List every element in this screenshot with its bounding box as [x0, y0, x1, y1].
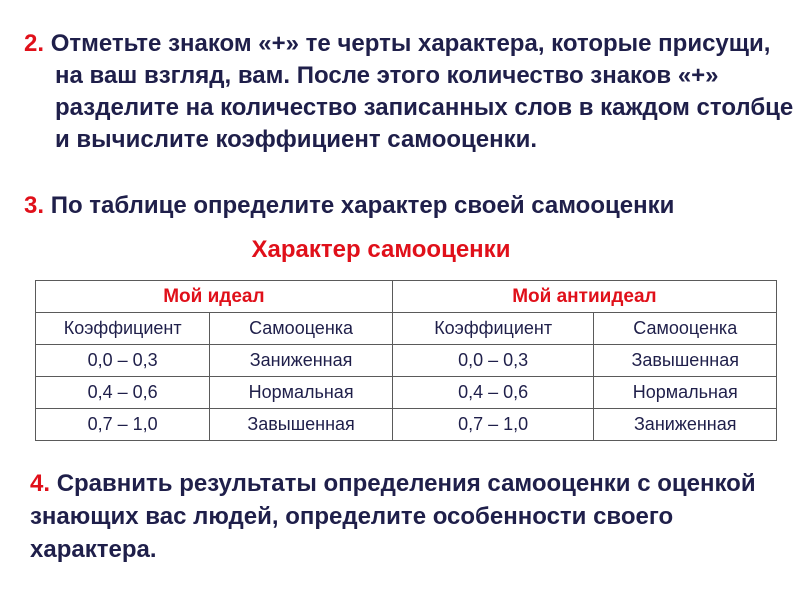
instruction-text: Сравнить результаты определения самооценки с оценкой знающих вас людей, определите особенности своего характера.: [30, 470, 756, 563]
table-title-text: Характер самооценки: [251, 236, 511, 263]
table-column-header-row: [36, 313, 777, 345]
table-cell: 0,4 – 0,6: [392, 377, 594, 409]
column-header: Коэффициент: [36, 313, 210, 345]
table-row: [36, 377, 777, 409]
instruction-step-2: [24, 28, 794, 156]
instruction-step-2-text-block: [24, 28, 794, 156]
column-header: Коэффициент: [392, 313, 594, 345]
instruction-text: Отметьте знаком «+» те черты характера, которые присущи, на ваш взгляд, вам. После этого количество знаков «+» разделите на количество записанных слов в каждом столбце и вычислите коэффициент самооценки.: [50, 30, 794, 153]
step-number: 3.: [24, 192, 45, 219]
table-cell: Нормальная: [210, 377, 393, 409]
instruction-step-3: [24, 190, 794, 222]
table-cell: 0,4 – 0,6: [36, 377, 210, 409]
table-cell: Завышенная: [210, 409, 393, 441]
step-number: 4.: [30, 470, 51, 497]
table-row: [36, 345, 777, 377]
table-cell: Завышенная: [594, 345, 777, 377]
table-cell: 0,7 – 1,0: [392, 409, 594, 441]
instruction-text: По таблице определите характер своей самооценки: [50, 192, 675, 219]
self-esteem-table: [35, 280, 777, 441]
table-cell: Заниженная: [210, 345, 393, 377]
table-cell: Нормальная: [594, 377, 777, 409]
step-number: 2.: [24, 30, 45, 57]
table-cell: Заниженная: [594, 409, 777, 441]
table-cell: 0,0 – 0,3: [36, 345, 210, 377]
table-cell: 0,7 – 1,0: [36, 409, 210, 441]
column-header: Самооценка: [210, 313, 393, 345]
table-title: [0, 236, 760, 264]
group-header-ideal: Мой идеал: [36, 281, 393, 313]
group-header-anti-ideal: Мой антиидеал: [392, 281, 776, 313]
instruction-step-4: [30, 467, 770, 566]
table-cell: 0,0 – 0,3: [392, 345, 594, 377]
table-group-header-row: [36, 281, 777, 313]
table-row: [36, 409, 777, 441]
column-header: Самооценка: [594, 313, 777, 345]
